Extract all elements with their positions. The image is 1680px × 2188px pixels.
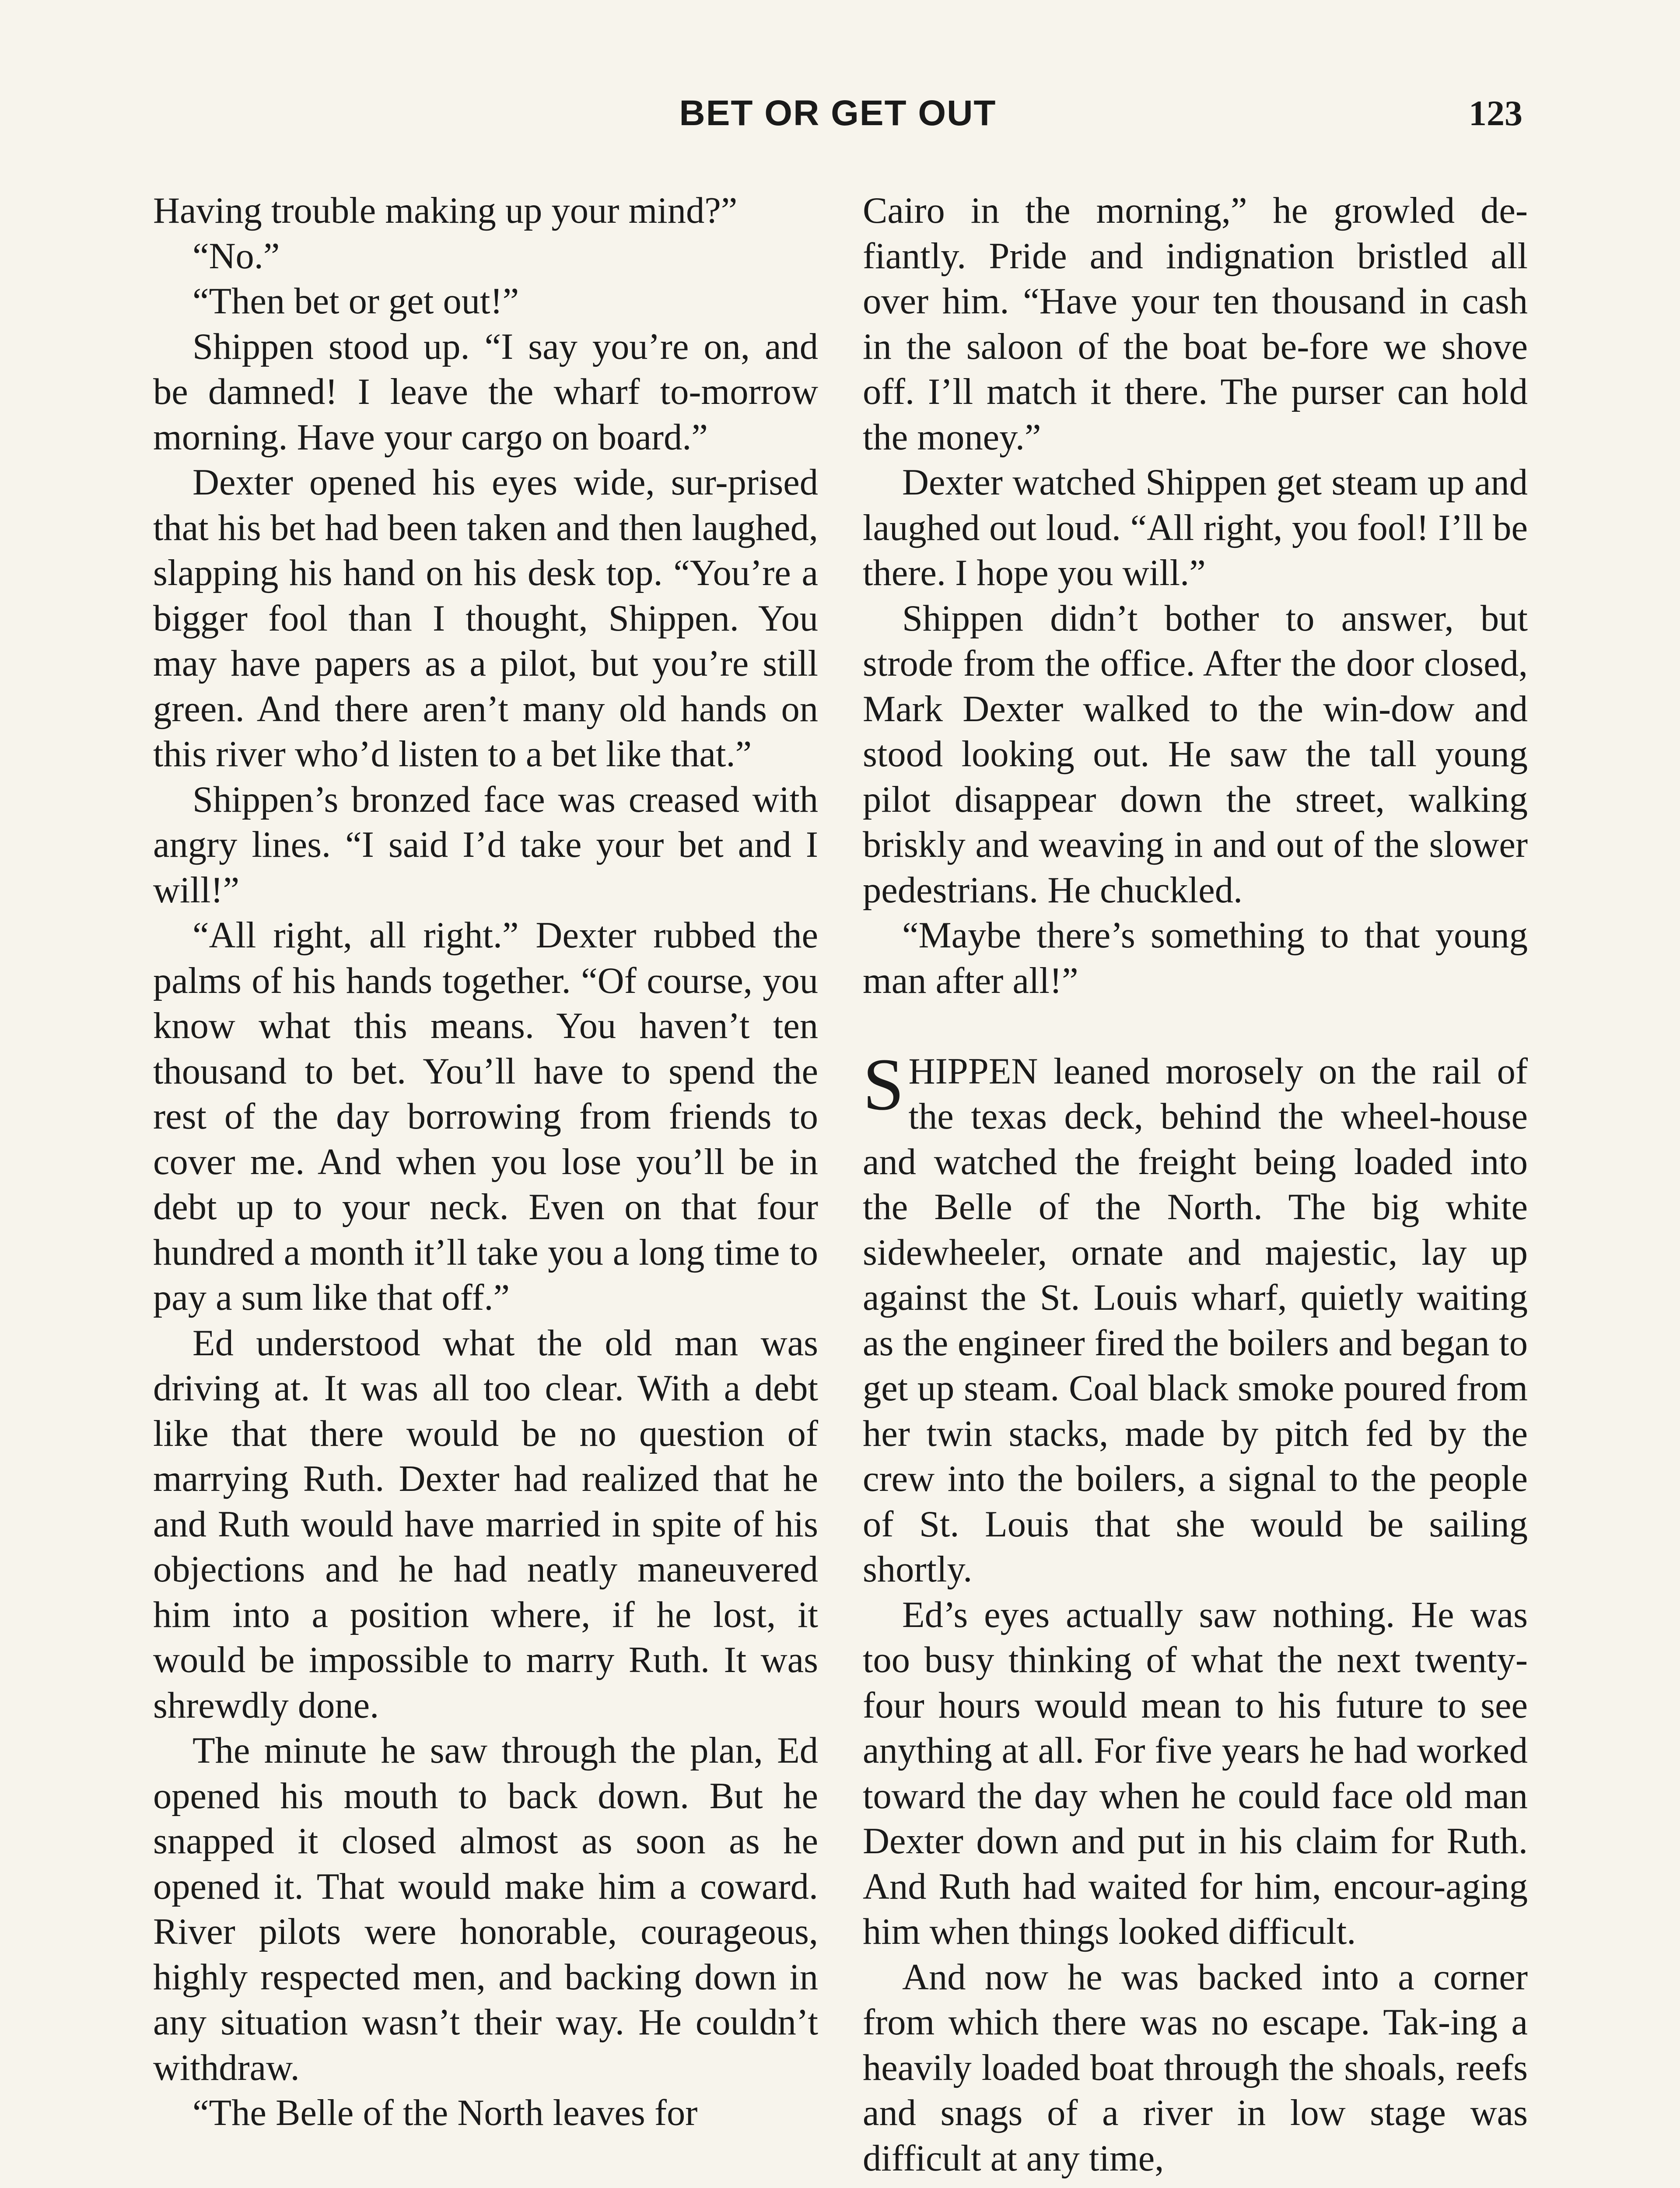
paragraph: Ed’s eyes actually saw nothing. He was too busy thinking of what the next twenty-four hours would mean to his future to see anything at all. For five years he had worked toward the day when he could face old man Dexter down and put in his claim for Ruth. And Ruth had waited for him, encour-aging him when things looked difficult. <box>863 1594 1528 1952</box>
paragraph: And now he was backed into a corner from which there was no escape. Tak-ing a heavily loaded boat through the shoals, reefs and snags of a river in low stage was difficult at any time, <box>863 1957 1528 2179</box>
right-column <box>863 188 1528 2181</box>
paragraph: Ed understood what the old man was driving at. It was all too clear. With a debt like that there would be no question of marrying Ruth. Dexter had realized that he and Ruth would have married in spite of his objections and he had neatly maneuvered him into a position where, if he lost, it would be impossible to marry Ruth. It was shrewdly done. <box>153 1322 818 1726</box>
drop-cap: S <box>863 1043 904 1126</box>
paragraph: Shippen didn’t bother to answer, but strode from the office. After the door closed, Mark Dexter walked to the win-dow and stood looking out. He saw the tall young pilot disappear down the street, walking briskly and weaving in and out of the slower pedestrians. He chuckled. <box>863 598 1528 911</box>
paragraph: “Maybe there’s something to that young man after all!” <box>863 915 1528 1001</box>
running-title: BET OR GET OUT <box>679 93 997 133</box>
paragraph: Having trouble making up your mind?” <box>153 190 738 231</box>
paragraph: Dexter opened his eyes wide, sur-prised that his bet had been taken and then laughed, slapping his hand on his desk top. “You’re a bigger fool than I thought, Shippen. You may have papers as a pilot, but you’re still green. And there aren’t many old hands on this river who’d listen to a bet like that.” <box>153 462 818 775</box>
page-number: 123 <box>1469 93 1522 133</box>
paragraph: “The Belle of the North leaves for <box>192 2093 698 2133</box>
section-opening-paragraph <box>863 1043 1528 1592</box>
paragraph-text: HIPPEN leaned morosely on the rail of the texas deck, behind the wheel-house and watched the freight being loaded into the Belle of the North. The big white sidewheeler, ornate and majestic, lay up against the St. Louis wharf, quietly waiting as the engineer fired the boilers and began to get up steam. Coal black smoke poured from her twin stacks, made by pitch fed by the crew into the boilers, a signal to the people of St. Louis that she would be sailing shortly. <box>863 1051 1528 1590</box>
paragraph: Shippen stood up. “I say you’re on, and be damned! I leave the wharf to-morrow morning. Have your cargo on board.” <box>153 326 818 458</box>
page-header <box>153 93 1522 154</box>
left-column <box>153 188 818 2136</box>
paragraph: “All right, all right.” Dexter rubbed the palms of his hands together. “Of course, you know what this means. You haven’t ten thousand to bet. You’ll have to spend the rest of the day borrowing from friends to cover me. And when you lose you’ll be in debt up to your neck. Even on that four hundred a month it’ll take you a long time to pay a sum like that off.” <box>153 915 818 1318</box>
paragraph: “Then bet or get out!” <box>192 281 519 322</box>
paragraph: Shippen’s bronzed face was creased with angry lines. “I said I’d take your bet and I will!” <box>153 779 818 911</box>
paragraph: Cairo in the morning,” he growled de-fiantly. Pride and indignation bristled all over him. “Have your ten thousand in cash in the saloon of the boat be-fore we shove off. I’ll match it there. The purser can hold the money.” <box>863 190 1528 458</box>
paragraph: Dexter watched Shippen get steam up and laughed out loud. “All right, you fool! I’ll be there. I hope you will.” <box>863 462 1528 593</box>
paragraph: The minute he saw through the plan, Ed opened his mouth to back down. But he snapped it closed almost as soon as he opened it. That would make him a coward. River pilots were honorable, courageous, highly respected men, and backing down in any situation wasn’t their way. He couldn’t withdraw. <box>153 1730 818 2088</box>
paragraph: “No.” <box>192 235 280 277</box>
